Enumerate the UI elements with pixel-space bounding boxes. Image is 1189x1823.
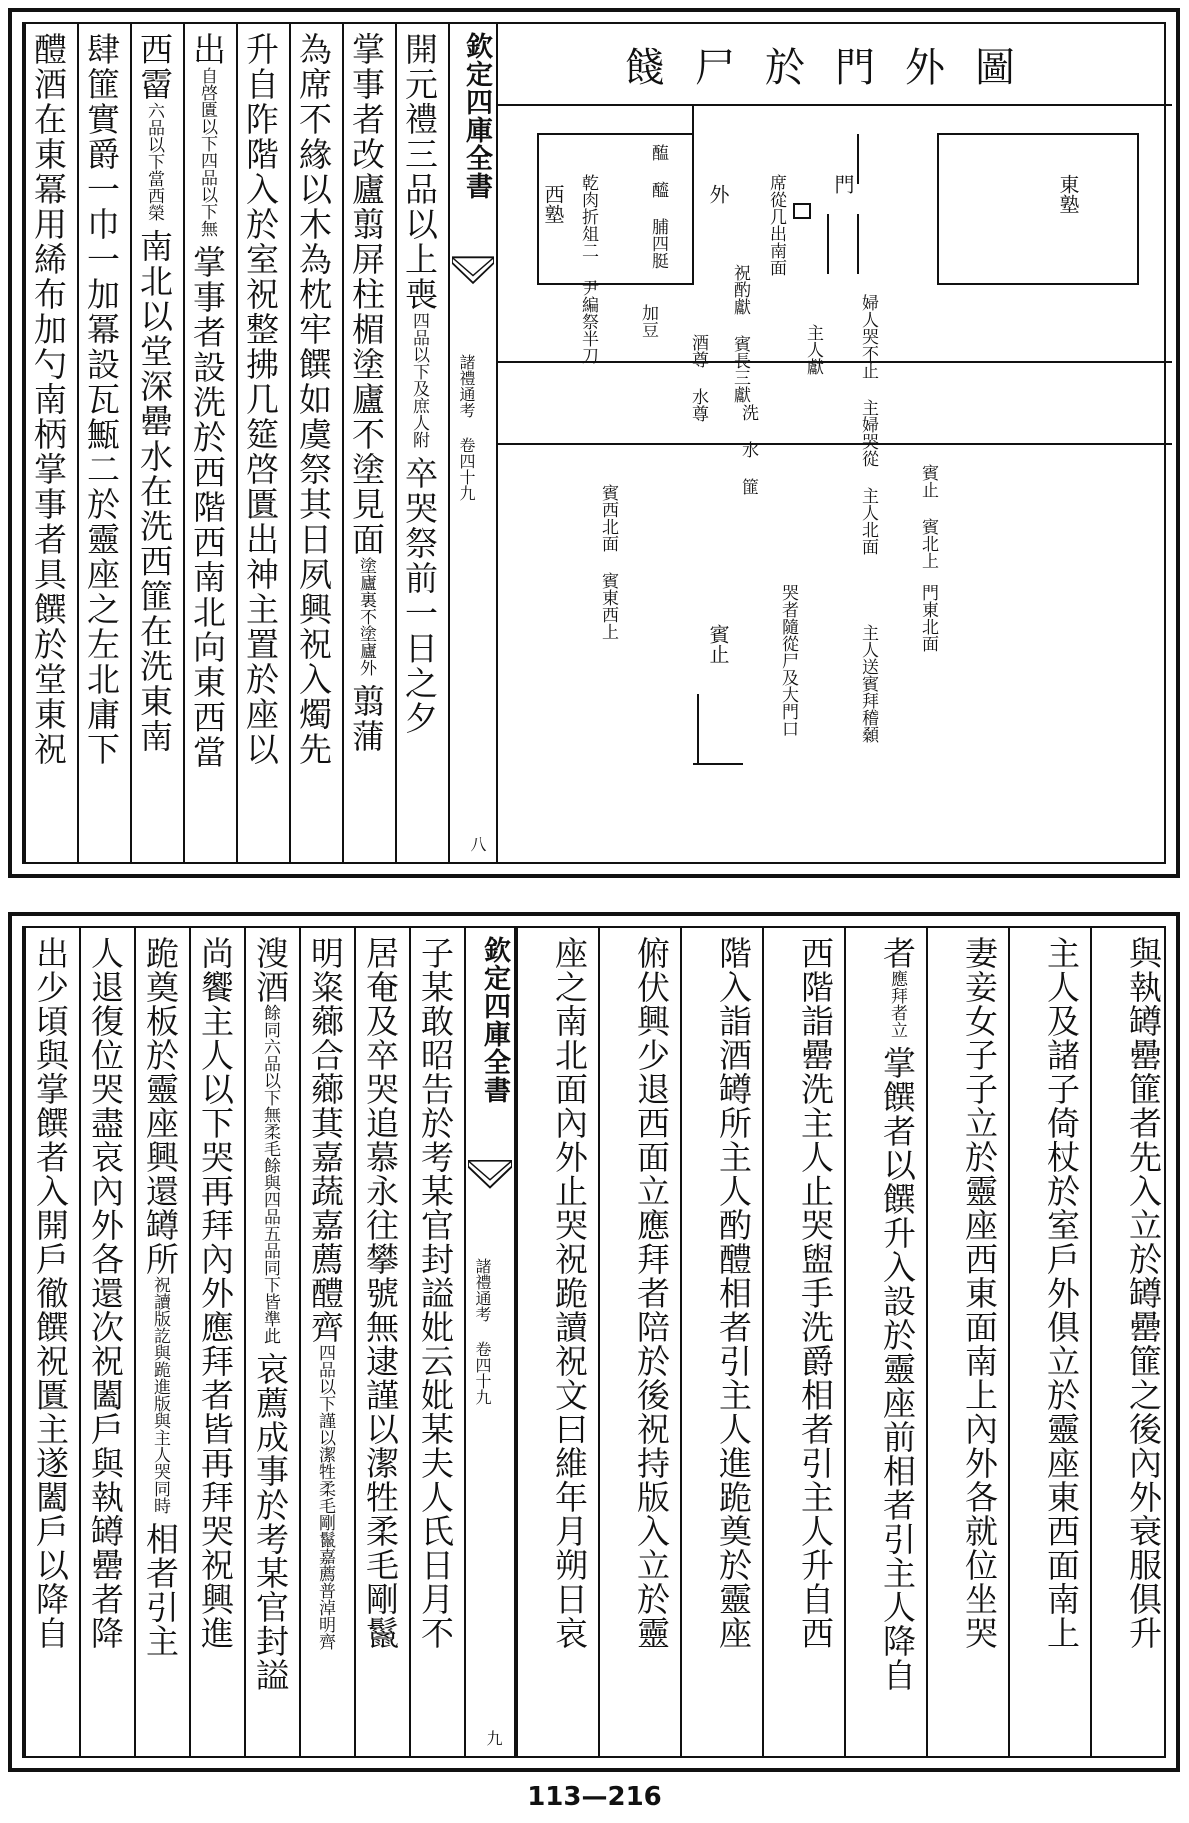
label-offer3: 加豆 xyxy=(638,304,658,338)
bottom-right-column-2: 主人及諸子倚杖於室戶外俱立於靈座東西面南上 xyxy=(1008,928,1090,1756)
label-seat: 席從几出南面 xyxy=(766,174,786,276)
label-lower: 婦人哭不止 主婦哭從 主人北面 xyxy=(858,294,878,555)
bottom-banner: 欽定四庫全書 諸禮通考 卷四十九 九 xyxy=(464,928,516,1756)
top-column-2: 掌事者改廬翦屏柱楣塗廬不塗見面塗廬裏不塗廬外翦蒲 xyxy=(342,24,395,862)
top-column-3: 為席不緣以木為枕牢饌如虞祭其日夙興祝入燭先 xyxy=(289,24,342,862)
top-banner: 欽定四庫全書 諸禮通考 卷四十九 八 xyxy=(448,24,498,862)
bottom-left-column-3: 明粢薌合薌萁嘉蔬嘉薦醴齊四品以下謹以潔牲柔毛剛鬣嘉薦普淖明齊 xyxy=(299,928,354,1756)
bottom-left-column-7: 人退復位哭盡哀內外各還次祝闔戶與執罇罍者降 xyxy=(79,928,134,1756)
label-offer2: 祝酌獻 賓長三獻 xyxy=(730,264,750,403)
label-food2: 乾肉折俎二 尹編祭半刀 xyxy=(578,174,598,364)
top-column-7: 肆篚實爵一巾一加冪設瓦甒二於靈座之左北庸下 xyxy=(77,24,130,862)
label-out: 哭者隨從尸及大門口 xyxy=(778,584,798,737)
top-column-4: 升自阼階入於室祝整拂几筵啓匱出神主置於座以 xyxy=(236,24,289,862)
bottom-right-column-8: 座之南北面內外止哭祝跪讀祝文曰維年月朔日哀 xyxy=(516,928,598,1756)
bottom-page-frame xyxy=(22,926,1166,1758)
bottom-left-column-1: 子某敢昭告於考某官封謚妣云妣某夫人氏日月不 xyxy=(409,928,464,1756)
label-stop: 賓止 xyxy=(706,624,730,664)
label-zun: 酒尊 水尊 xyxy=(688,334,708,422)
label-food: 醢 醯 脯四脡 xyxy=(648,144,668,269)
label-guest: 賓止 賓北上 xyxy=(918,464,938,569)
bottom-right-column-6: 階入詣酒罇所主人酌醴相者引主人進跪奠於靈座 xyxy=(680,928,762,1756)
bottom-page xyxy=(8,912,1180,1772)
bottom-right-column-4: 者應拜者立掌饌者以饌升入設於靈座前相者引主人降自 xyxy=(844,928,926,1756)
label-outer: 外 xyxy=(706,184,730,204)
label-guest3: 門東北面 xyxy=(918,584,938,652)
top-column-1: 開元禮三品以上喪四品以下及庶人附卒哭祭前一日之夕 xyxy=(395,24,448,862)
label-west-room: 西塾 xyxy=(541,184,565,224)
label-offer1: 主人獻 xyxy=(803,324,823,375)
fish-tail-mark xyxy=(468,1160,512,1190)
label-east-room: 東塾 xyxy=(1056,174,1080,214)
label-send: 主人送賓拜稽顙 xyxy=(858,624,878,743)
top-page xyxy=(8,8,1180,878)
label-gate: 門 xyxy=(831,174,855,194)
label-wash: 洗 水 篚 xyxy=(738,404,758,495)
bottom-left-column-5: 尚饗主人以下哭再拜內外應拜者皆再拜哭祝興進 xyxy=(189,928,244,1756)
bottom-right-column-3: 妻妾女子子立於靈座西東面南上內外各就位坐哭 xyxy=(926,928,1008,1756)
bottom-right-column-1: 與執罇罍篚者先入立於罇罍篚之後內外衰服俱升 xyxy=(1090,928,1172,1756)
bottom-left-column-8: 出少頃與掌饌者入開戶徹饌祝匱主遂闔戶以降自 xyxy=(24,928,79,1756)
bottom-left-column-6: 跪奠板於靈座興還罇所祝讀版訖與跪進版與主人哭同時相者引主 xyxy=(134,928,189,1756)
top-page-frame xyxy=(22,22,1166,864)
ritual-diagram xyxy=(498,24,1172,862)
bottom-left-column-2: 居奄及卒哭追慕永往攀號無逮謹以潔牲柔毛剛鬣 xyxy=(354,928,409,1756)
fish-tail-mark xyxy=(452,256,494,286)
bottom-right-column-5: 西階詣罍洗主人止哭盥手洗爵相者引主人升自西 xyxy=(762,928,844,1756)
bottom-right-column-7: 俯伏興少退西面立應拜者陪於後祝持版入立於靈 xyxy=(598,928,680,1756)
label-guest2: 賓西北面 賓東西上 xyxy=(598,484,618,640)
page-number-footer: 113—216 xyxy=(527,1782,662,1812)
top-column-5: 出自啓匱以下四品以下無掌事者設洗於西階西南北向東西當 xyxy=(183,24,236,862)
top-column-6: 西霤六品以下當西榮南北以堂深罍水在洗西篚在洗東南 xyxy=(130,24,183,862)
bottom-left-column-4: 溲酒餘同六品以下無柔毛餘與四品五品同下皆準此哀薦成事於考某官封謚 xyxy=(244,928,299,1756)
diagram-title: 餞尸於門外圖 xyxy=(498,24,1172,106)
top-column-8: 醴酒在東冪用絺布加勺南柄掌事者具饌於堂東祝 xyxy=(24,24,77,862)
